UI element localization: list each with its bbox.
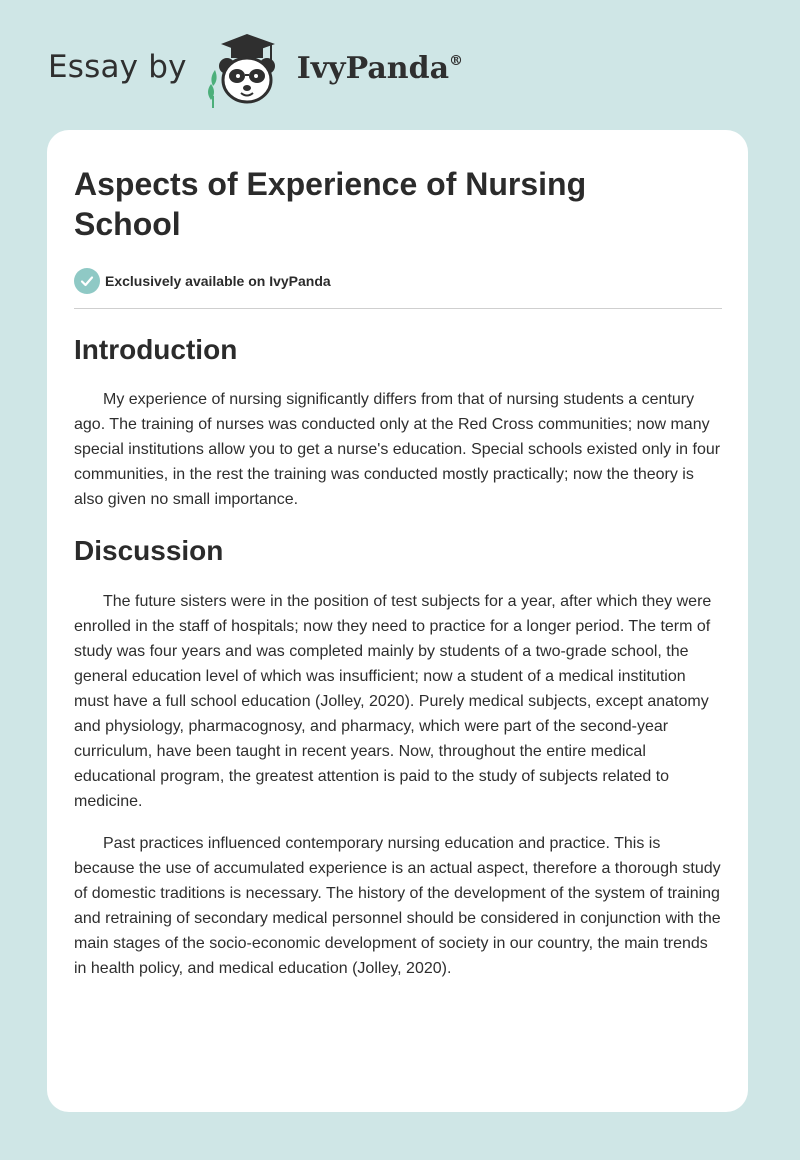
check-icon bbox=[74, 268, 100, 294]
paragraph: My experience of nursing significantly differs from that of nursing students a century ago. The training of nurses was conducted only at the Red Cross communities; now many special institutions allow you to get a nurse's education. Special schools existed only in four communities, in the rest the training was conducted mostly practically; now the theory is also given no small importance. bbox=[74, 391, 721, 508]
paragraph: The future sisters were in the position of test subjects for a year, after which they were enrolled in the staff of hospitals; now they need to practice for a longer period. The term of study was four years and was completed mainly by students of a two-grade school, the general education level of which was insufficient; now a student of a medical institution must have a full school education (Jolley, 2020). Purely medical subjects, except anatomy and physiology, pharmacognosy, and pharmacy, which were part of the second-year curriculum, have been taught in recent years. Now, throughout the entire medical educational program, the greatest attention is paid to the study of subjects related to medicine. bbox=[74, 593, 712, 810]
essay-card bbox=[47, 130, 748, 1112]
brand-name[interactable] bbox=[297, 51, 463, 86]
section-discussion bbox=[74, 534, 722, 981]
section-introduction bbox=[74, 333, 722, 512]
paragraph: Past practices influenced contemporary nursing education and practice. This is because the use of accumulated experience is an actual aspect, therefore a thorough study of domestic traditions is necessary. The history of the development of the system of training and retraining of secondary medical personnel should be considered in conjunction with the main stages of the socio-economic development of society in our country, the main trends in health policy, and medical education (Jolley, 2020). bbox=[74, 835, 721, 977]
exclusive-badge bbox=[74, 268, 722, 294]
registered-mark: ® bbox=[449, 52, 464, 69]
exclusive-label: Exclusively available on IvyPanda bbox=[105, 273, 331, 289]
site-header bbox=[48, 30, 463, 110]
section-heading: Introduction bbox=[74, 334, 238, 365]
panda-graduate-icon[interactable] bbox=[201, 30, 293, 110]
divider bbox=[74, 308, 722, 309]
brand-name-text: IvyPanda bbox=[296, 50, 450, 86]
section-heading: Discussion bbox=[74, 535, 224, 566]
essay-by-label: Essay by bbox=[48, 49, 187, 85]
page-title: Aspects of Experience of Nursing School bbox=[74, 166, 587, 242]
